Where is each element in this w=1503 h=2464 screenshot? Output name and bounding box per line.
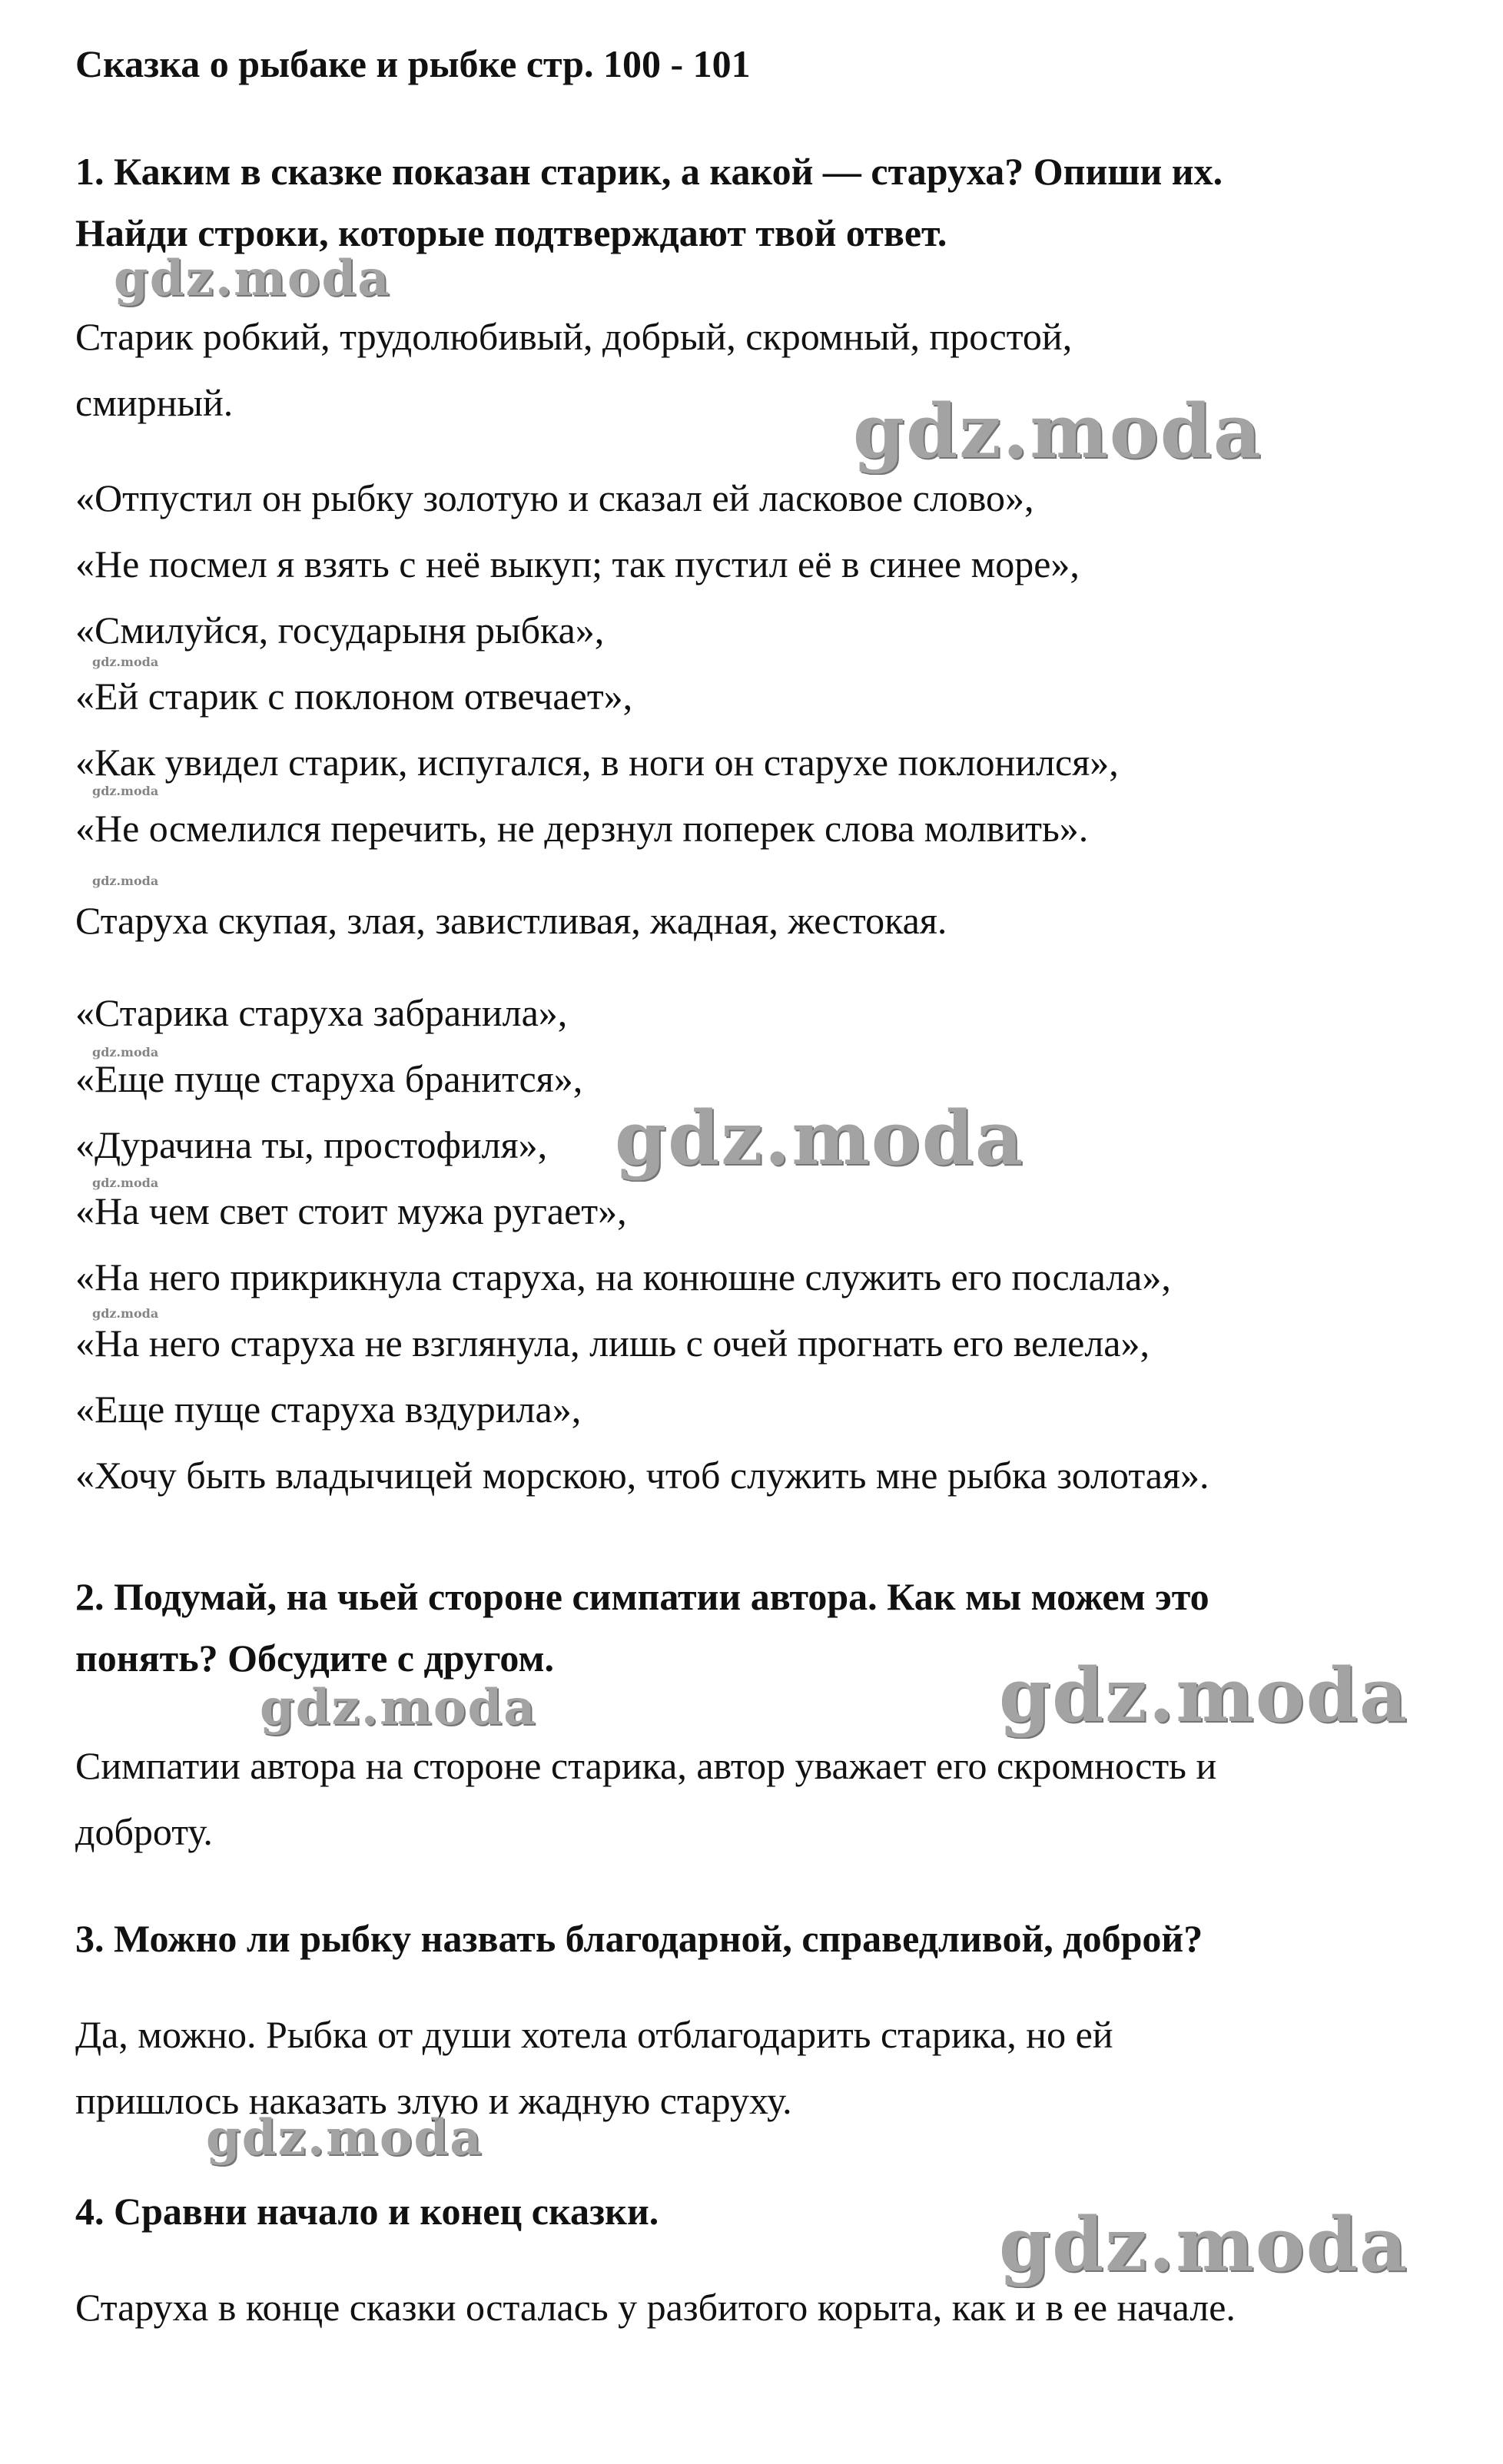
question-2-line-2: понять? Обсудите с другом.: [75, 1637, 554, 1680]
answer-3-line-1: Да, можно. Рыбка от души хотела отблагодарить старика, но ей: [75, 2013, 1113, 2056]
watermark-logo: gdz.moda: [92, 1045, 159, 1060]
watermark-logo: gdz.moda: [114, 250, 391, 307]
quote-old-man: «Отпустил он рыбку золотую и сказал ей ласковое слово»,: [75, 476, 1034, 519]
page-title: Сказка о рыбаке и рыбке стр. 100 - 101: [75, 42, 751, 85]
quotes-old-man: [75, 465, 1458, 861]
watermark-logo: gdz.moda: [206, 2109, 483, 2167]
watermark-logo: gdz.moda: [853, 388, 1263, 475]
quote-old-man: «Ей старик с поклоном отвечает»,: [75, 675, 633, 718]
watermark-logo: gdz.moda: [999, 2201, 1409, 2288]
watermark-logo: gdz.moda: [615, 1095, 1025, 1182]
quote-old-woman: «Дурачина ты, простофиля»,: [75, 1123, 548, 1166]
quote-old-woman: «На него прикрикнула старуха, на конюшне служить его послала»,: [75, 1255, 1171, 1298]
answer-1-old-man-line-2: смирный.: [75, 381, 234, 424]
question-3-line-1: 3. Можно ли рыбку назвать благодарной, справедливой, доброй?: [75, 1917, 1203, 1960]
watermark-logo: gdz.moda: [999, 1652, 1409, 1739]
answer-4-line-1: Старуха в конце сказки осталась у разбитого корыта, как и в ее начале.: [75, 2286, 1236, 2329]
question-1-line-1: 1. Каким в сказке показан старик, а какой — старуха? Опиши их.: [75, 150, 1223, 193]
question-4-line-1: 4. Сравни начало и конец сказки.: [75, 2190, 659, 2233]
quote-old-man: «Не посмел я взять с неё выкуп; так пустил её в синее море»,: [75, 542, 1080, 585]
quote-old-woman: «Старика старуха забранила»,: [75, 991, 568, 1034]
watermark-logo: gdz.moda: [260, 1679, 537, 1736]
question-1-line-2: Найди строки, которые подтверждают твой ответ.: [75, 211, 947, 254]
answer-3-line-2: пришлось наказать злую и жадную старуху.: [75, 2079, 792, 2122]
quote-old-man: «Смилуйся, государыня рыбка»,: [75, 609, 605, 652]
quote-old-woman: «На него старуха не взглянула, лишь с очей прогнать его велела»,: [75, 1322, 1150, 1365]
quote-old-woman: «На чем свет стоит мужа ругает»,: [75, 1189, 627, 1232]
answer-1-old-man-line-1: Старик робкий, трудолюбивый, добрый, скромный, простой,: [75, 315, 1073, 358]
watermark-logo: gdz.moda: [92, 1306, 159, 1321]
quotes-old-woman: [75, 980, 1458, 1508]
question-2-line-1: 2. Подумай, на чьей стороне симпатии автора. Как мы можем это: [75, 1575, 1209, 1618]
watermark-logo: gdz.moda: [92, 784, 159, 798]
watermark-logo: gdz.moda: [92, 874, 159, 888]
answer-1-old-woman: Старуха скупая, злая, завистливая, жадная, жестокая.: [75, 899, 947, 942]
quote-old-woman: «Хочу быть владычицей морскою, чтоб служить мне рыбка золотая».: [75, 1454, 1209, 1497]
answer-2-line-2: доброту.: [75, 1810, 213, 1853]
quote-old-man: «Не осмелился перечить, не дерзнул поперек слова молвить».: [75, 807, 1089, 850]
watermark-logo: gdz.moda: [92, 655, 159, 669]
quote-old-woman: «Еще пуще старуха бранится»,: [75, 1057, 583, 1100]
answer-2-line-1: Симпатии автора на стороне старика, автор уважает его скромность и: [75, 1744, 1217, 1787]
watermark-logo: gdz.moda: [92, 1176, 159, 1190]
quote-old-woman: «Еще пуще старуха вздурила»,: [75, 1388, 582, 1431]
quote-old-man: «Как увидел старик, испугался, в ноги он старухе поклонился»,: [75, 741, 1119, 784]
